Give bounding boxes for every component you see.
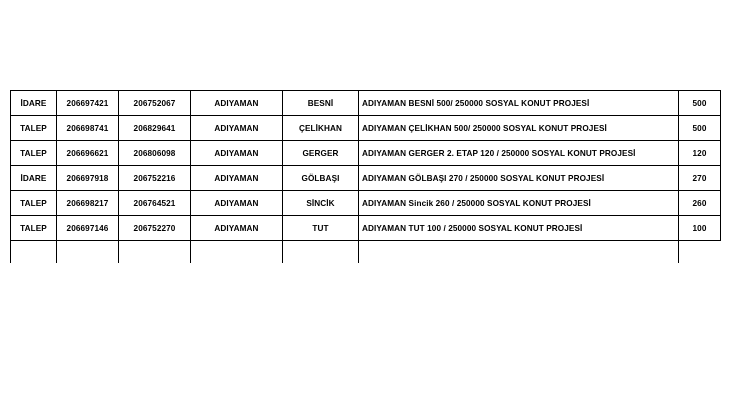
table-row bbox=[11, 216, 721, 241]
cell-aciklama: ADIYAMAN BESNİ 500/ 250000 SOSYAL KONUT PROJESİ bbox=[359, 91, 679, 116]
cell-aciklama: ADIYAMAN GERGER 2. ETAP 120 / 250000 SOSYAL KONUT PROJESİ bbox=[359, 141, 679, 166]
table-row-empty bbox=[11, 241, 721, 264]
cell-adet: 100 bbox=[679, 216, 721, 241]
cell-adet: 500 bbox=[679, 91, 721, 116]
cell-il bbox=[191, 241, 283, 264]
table-row bbox=[11, 116, 721, 141]
cell-adet: 120 bbox=[679, 141, 721, 166]
table-row bbox=[11, 191, 721, 216]
table-row bbox=[11, 166, 721, 191]
cell-il: ADIYAMAN bbox=[191, 91, 283, 116]
konut-table bbox=[10, 90, 721, 263]
cell-aciklama: ADIYAMAN GÖLBAŞI 270 / 250000 SOSYAL KONUT PROJESİ bbox=[359, 166, 679, 191]
cell-no2: 206829641 bbox=[119, 116, 191, 141]
cell-adet: 500 bbox=[679, 116, 721, 141]
cell-no1: 206698741 bbox=[57, 116, 119, 141]
cell-no2: 206806098 bbox=[119, 141, 191, 166]
cell-tip: İDARE bbox=[11, 166, 57, 191]
cell-tip: TALEP bbox=[11, 116, 57, 141]
cell-no2 bbox=[119, 241, 191, 264]
cell-il: ADIYAMAN bbox=[191, 116, 283, 141]
cell-no2: 206752270 bbox=[119, 216, 191, 241]
cell-ilce: GÖLBAŞI bbox=[283, 166, 359, 191]
cell-adet bbox=[679, 241, 721, 264]
cell-ilce: SİNCİK bbox=[283, 191, 359, 216]
cell-aciklama: ADIYAMAN TUT 100 / 250000 SOSYAL KONUT PROJESİ bbox=[359, 216, 679, 241]
cell-no1: 206697146 bbox=[57, 216, 119, 241]
konut-table-container bbox=[10, 90, 720, 263]
cell-tip bbox=[11, 241, 57, 264]
cell-no1: 206697918 bbox=[57, 166, 119, 191]
table-row bbox=[11, 91, 721, 116]
cell-tip: İDARE bbox=[11, 91, 57, 116]
cell-no2: 206764521 bbox=[119, 191, 191, 216]
cell-aciklama: ADIYAMAN Sincik 260 / 250000 SOSYAL KONUT PROJESİ bbox=[359, 191, 679, 216]
cell-adet: 260 bbox=[679, 191, 721, 216]
cell-ilce: BESNİ bbox=[283, 91, 359, 116]
cell-tip: TALEP bbox=[11, 141, 57, 166]
table-row bbox=[11, 141, 721, 166]
cell-ilce: GERGER bbox=[283, 141, 359, 166]
cell-no1 bbox=[57, 241, 119, 264]
cell-tip: TALEP bbox=[11, 191, 57, 216]
cell-il: ADIYAMAN bbox=[191, 191, 283, 216]
cell-no2: 206752067 bbox=[119, 91, 191, 116]
cell-no1: 206697421 bbox=[57, 91, 119, 116]
cell-ilce: ÇELİKHAN bbox=[283, 116, 359, 141]
cell-no2: 206752216 bbox=[119, 166, 191, 191]
cell-adet: 270 bbox=[679, 166, 721, 191]
cell-il: ADIYAMAN bbox=[191, 141, 283, 166]
cell-tip: TALEP bbox=[11, 216, 57, 241]
cell-aciklama: ADIYAMAN ÇELİKHAN 500/ 250000 SOSYAL KONUT PROJESİ bbox=[359, 116, 679, 141]
cell-no1: 206696621 bbox=[57, 141, 119, 166]
cell-aciklama bbox=[359, 241, 679, 264]
cell-il: ADIYAMAN bbox=[191, 166, 283, 191]
cell-ilce: TUT bbox=[283, 216, 359, 241]
cell-no1: 206698217 bbox=[57, 191, 119, 216]
cell-ilce bbox=[283, 241, 359, 264]
cell-il: ADIYAMAN bbox=[191, 216, 283, 241]
